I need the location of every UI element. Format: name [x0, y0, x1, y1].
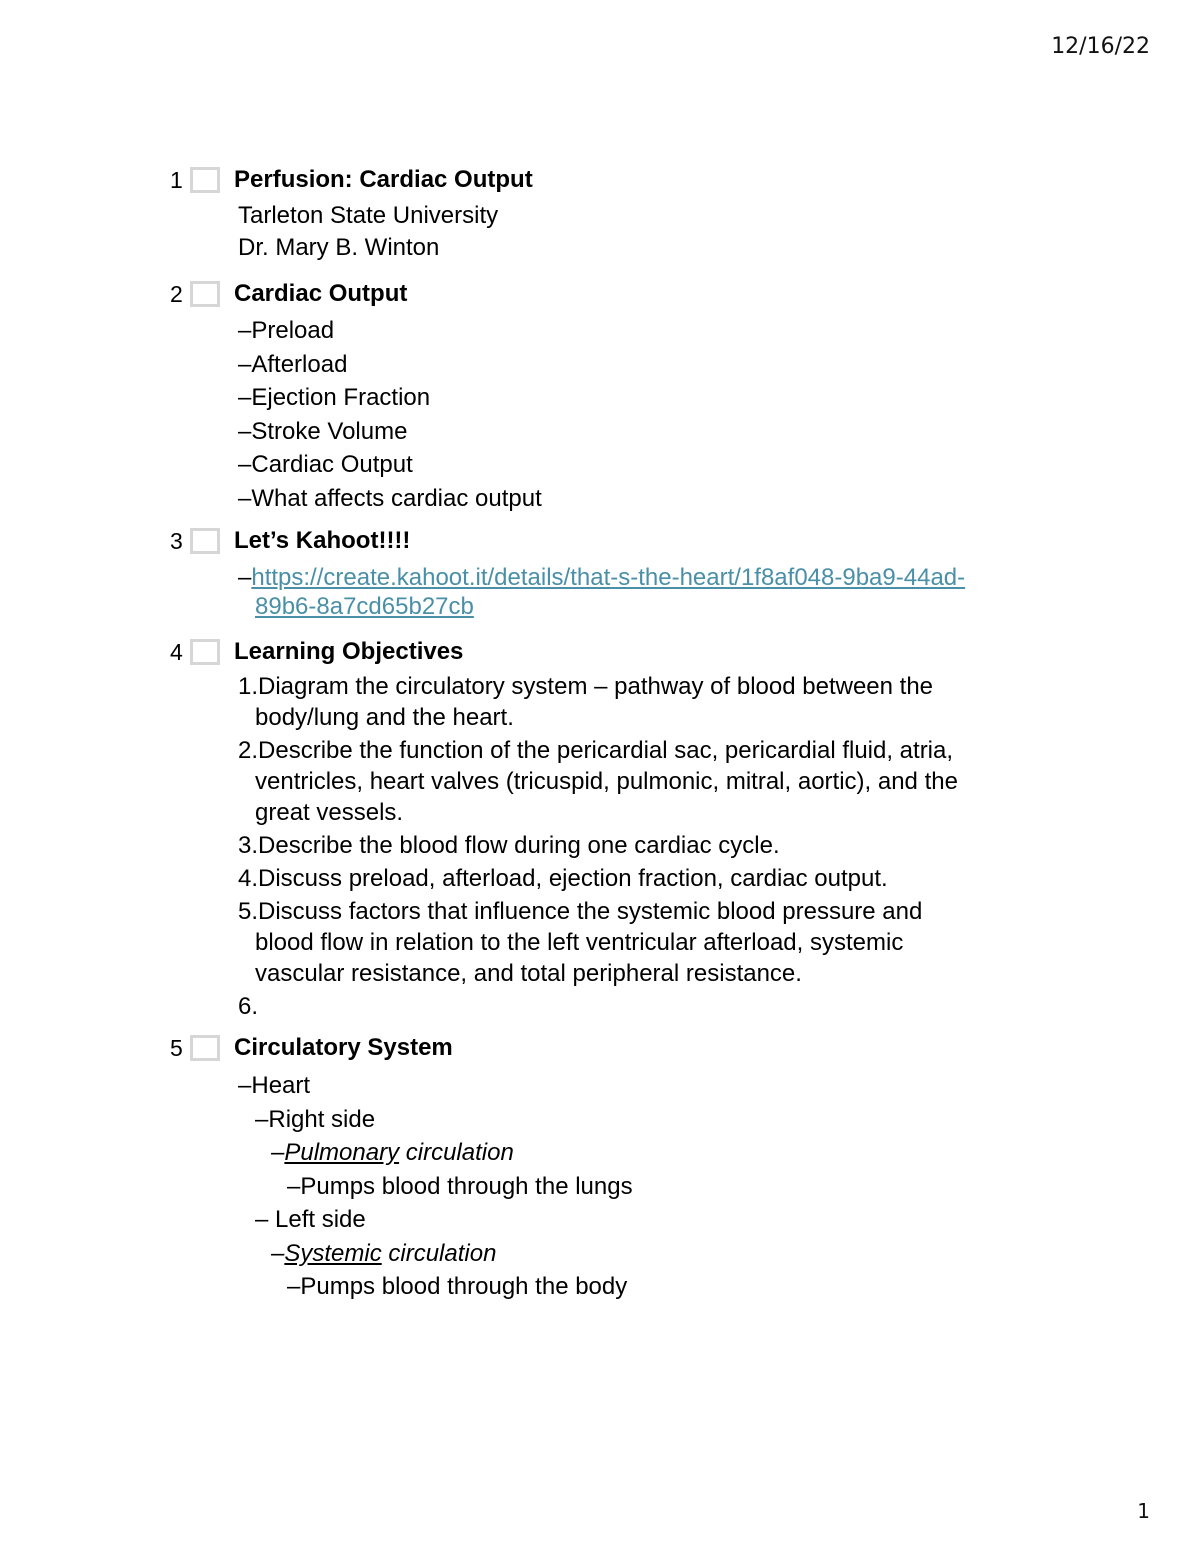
- dash: –: [287, 1273, 301, 1300]
- objective-item: 5.Discuss factors that influence the systemic blood pressure and blood flow in relation to the left ventricular afterload, systemic vascular resistance, and total peripheral resistance.: [238, 898, 923, 987]
- dash: –: [271, 1139, 285, 1166]
- list-item: –Pumps blood through the body: [287, 1273, 628, 1300]
- list-item: –Preload: [238, 317, 335, 344]
- page-number: 1: [1137, 1499, 1150, 1523]
- dash: –: [238, 451, 252, 478]
- dash: –: [238, 564, 252, 591]
- slide-body: [238, 314, 1070, 515]
- dash: –: [238, 350, 252, 378]
- objective-item: 4.Discuss preload, afterload, ejection fraction, cardiac output.: [238, 865, 888, 892]
- list-item: –Systemic circulation: [271, 1239, 497, 1267]
- slide-thumbnail[interactable]: [190, 281, 220, 307]
- list-item: –Afterload: [238, 350, 348, 378]
- slide-thumbnail[interactable]: [190, 167, 220, 193]
- slide-number: 5: [170, 1034, 183, 1061]
- dash: –: [238, 317, 252, 344]
- slide-number: 2: [170, 280, 183, 307]
- slide-title: Let’s Kahoot!!!!: [234, 527, 411, 554]
- dash: –: [255, 1206, 269, 1233]
- list-item: –What affects cardiac output: [238, 484, 542, 512]
- list-item: –Pumps blood through the lungs: [287, 1172, 633, 1200]
- dash: –: [238, 484, 252, 512]
- kahoot-link[interactable]: https://create.kahoot.it/details/that-s-the-heart/1f8af048-9ba9-44ad-: [251, 564, 966, 591]
- slide-thumbnail[interactable]: [190, 639, 220, 665]
- kahoot-link-continued[interactable]: 89b6-8a7cd65b27cb: [255, 593, 474, 620]
- slide-4: [170, 635, 1070, 1024]
- slide-title: Perfusion: Cardiac Output: [234, 166, 533, 193]
- list-item: –Right side: [255, 1105, 376, 1133]
- slide-header: [170, 1031, 1070, 1065]
- list-item: –Cardiac Output: [238, 451, 413, 478]
- dash: –: [255, 1105, 269, 1133]
- print-date: 12/16/22: [1051, 34, 1150, 59]
- dash: –: [238, 1072, 252, 1099]
- slide-number: 3: [170, 527, 183, 554]
- kahoot-link-line: [238, 563, 1070, 592]
- slide-title: Learning Objectives: [234, 638, 464, 665]
- dash: –: [271, 1239, 285, 1267]
- list-item: –Ejection Fraction: [238, 384, 431, 411]
- slide-thumbnail[interactable]: [190, 1035, 220, 1061]
- list-item: – Left side: [255, 1206, 366, 1233]
- slide-5: [170, 1031, 1070, 1304]
- list-item: –Heart: [238, 1072, 311, 1099]
- dash: –: [287, 1172, 301, 1200]
- slide-number: 1: [170, 166, 183, 193]
- objective-item: 1.Diagram the circulatory system – pathway of blood between the body/lung and the heart.: [238, 673, 934, 731]
- institution-line: Tarleton State University: [238, 202, 499, 229]
- dash: –: [238, 384, 252, 411]
- slide-2: [170, 277, 1070, 515]
- list-item: –Pulmonary circulation: [271, 1139, 514, 1166]
- slide-thumbnail[interactable]: [190, 528, 220, 554]
- slide-1: [170, 163, 1070, 264]
- objective-item: 6.: [238, 993, 259, 1020]
- kahoot-link-line: [238, 592, 1070, 621]
- objective-item: 2.Describe the function of the pericardial sac, pericardial fluid, atria, ventricles, heart valves (tricuspid, pulmonic, mitral, aortic), and the great vessels.: [238, 737, 958, 826]
- slide-title: Cardiac Output: [234, 280, 408, 307]
- list-item: –Stroke Volume: [238, 417, 408, 445]
- slide-body: [238, 671, 1070, 1022]
- slide-header: [170, 524, 1070, 558]
- slide-3: [170, 524, 1070, 621]
- slide-header: [170, 277, 1070, 311]
- slide-number: 4: [170, 638, 183, 665]
- slide-body: [238, 200, 1070, 264]
- slide-body: [238, 1069, 1070, 1304]
- slide-body: [238, 563, 1070, 621]
- dash: –: [238, 417, 252, 445]
- author-line: Dr. Mary B. Winton: [238, 234, 440, 261]
- slide-title: Circulatory System: [234, 1034, 453, 1061]
- slide-header: [170, 635, 1070, 669]
- slide-header: [170, 163, 1070, 197]
- objective-item: 3.Describe the blood flow during one cardiac cycle.: [238, 832, 780, 859]
